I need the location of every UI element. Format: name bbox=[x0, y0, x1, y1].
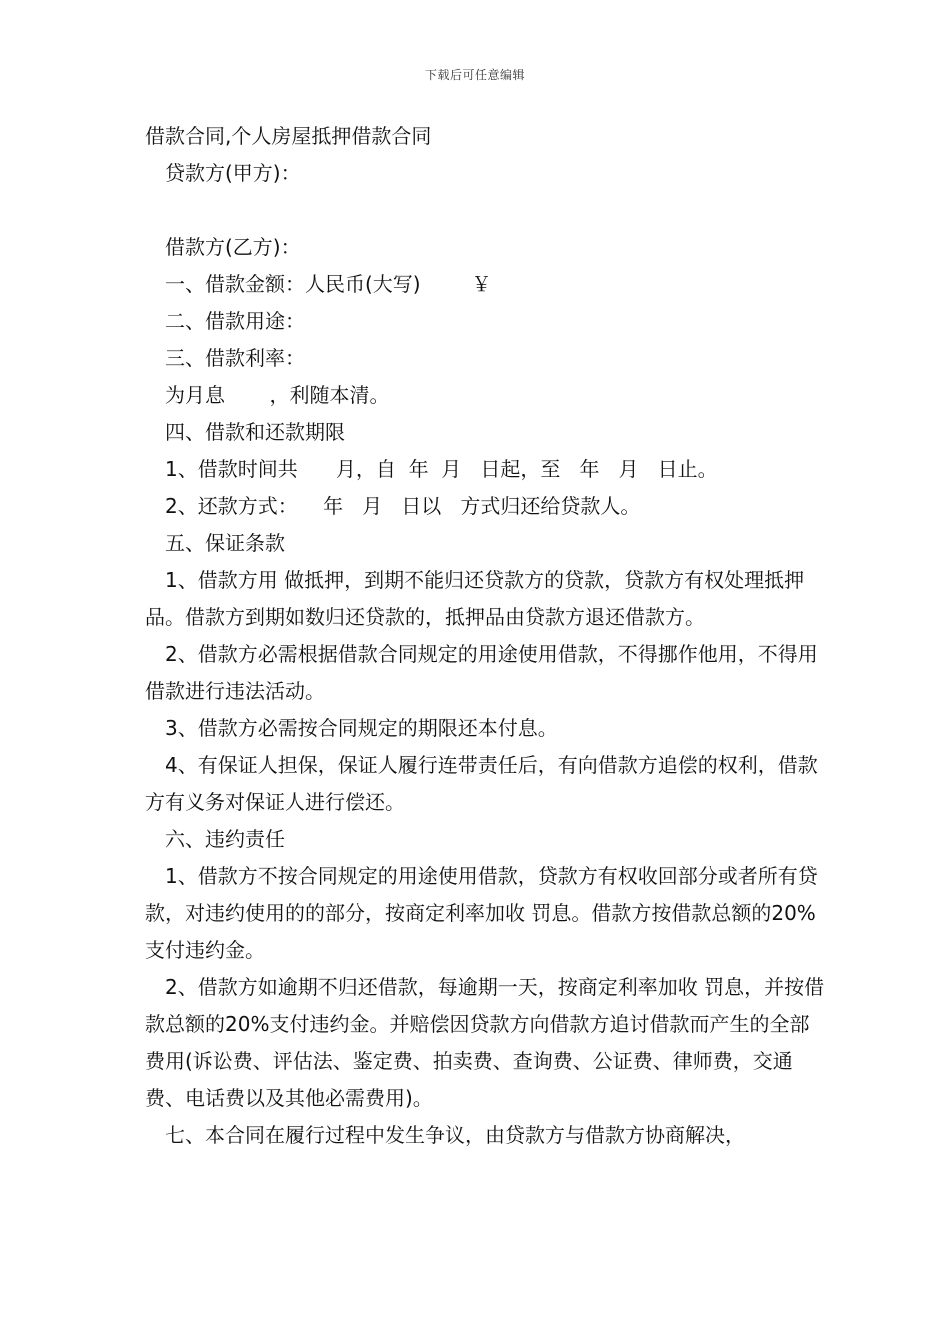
guarantee-clause-3: 3、借款方必需按合同规定的期限还本付息。 bbox=[165, 716, 558, 740]
document-body bbox=[145, 118, 825, 1154]
blank-space bbox=[145, 192, 825, 229]
loan-term-heading: 四、借款和还款期限 bbox=[165, 420, 345, 444]
liability-clause-2: 2、借款方如逾期不归还借款，每逾期一天，按商定利率加收 罚息，并按借款总额的20%支付违约金。并赔偿因贷款方向借款方追讨借款而产生的全部费用(诉讼费、评估法、鉴定费、拍卖费、查询费、公证费、律师费，交通费、电话费以及其他必需费用)。 bbox=[145, 975, 825, 1110]
guarantee-clause-1: 1、借款方用 做抵押，到期不能归还贷款方的贷款，贷款方有权处理抵押品。借款方到期如数归还贷款的，抵押品由贷款方退还借款方。 bbox=[145, 568, 805, 629]
dispute-clause: 七、本合同在履行过程中发生争议，由贷款方与借款方协商解决， bbox=[165, 1123, 745, 1147]
header-note: 下载后可任意编辑 bbox=[424, 68, 525, 82]
liability-heading: 六、违约责任 bbox=[165, 827, 285, 851]
monthly-interest-line: 为月息 ，利随本清。 bbox=[165, 383, 390, 407]
interest-rate-line: 三、借款利率： bbox=[165, 346, 305, 370]
loan-term-item-2: 2、还款方式： 年 月 日以 方式归还给贷款人。 bbox=[165, 494, 641, 518]
loan-purpose-line: 二、借款用途： bbox=[165, 309, 305, 333]
liability-clause-1: 1、借款方不按合同规定的用途使用借款，贷款方有权收回部分或者所有贷款，对违约使用的的部分，按商定利率加收 罚息。借款方按借款总额的20%支付违约金。 bbox=[145, 864, 818, 962]
loan-amount-line: 一、借款金额：人民币(大写) ￥ bbox=[165, 272, 492, 296]
guarantee-heading: 五、保证条款 bbox=[165, 531, 285, 555]
loan-term-item-1: 1、借款时间共 月，自 年 月 日起，至 年 月 日止。 bbox=[165, 457, 718, 481]
guarantee-clause-4: 4、有保证人担保，保证人履行连带责任后，有向借款方追偿的权利，借款方有义务对保证人进行偿还。 bbox=[145, 753, 818, 814]
guarantee-clause-2: 2、借款方必需根据借款合同规定的用途使用借款，不得挪作他用，不得用借款进行违法活动。 bbox=[145, 642, 818, 703]
lender-line: 贷款方(甲方)： bbox=[165, 161, 301, 185]
document-title: 借款合同,个人房屋抵押借款合同 bbox=[145, 124, 432, 148]
borrower-line: 借款方(乙方)： bbox=[165, 235, 301, 259]
